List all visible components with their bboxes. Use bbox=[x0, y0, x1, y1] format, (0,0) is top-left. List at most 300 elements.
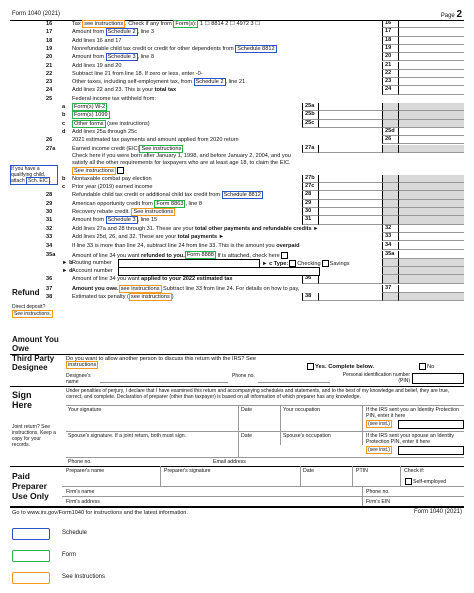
line-30-label: Recovery rebate credit. bbox=[72, 209, 132, 215]
subline-letter: b bbox=[62, 112, 66, 119]
eic-see-instructions[interactable]: See instructions bbox=[74, 168, 114, 175]
line-a-ref[interactable]: Form(s) W-2 bbox=[74, 104, 106, 110]
line-18-text bbox=[72, 38, 121, 44]
line-amount-shaded bbox=[398, 208, 464, 216]
line-17-post: , line 3 bbox=[137, 29, 155, 36]
designee-pin-input[interactable] bbox=[412, 373, 464, 384]
line-20-ref[interactable]: Schedule 3 bbox=[107, 54, 136, 61]
line-17-ref[interactable]: Schedule 2 bbox=[107, 29, 136, 36]
preparer-signature-label: Preparer's signature bbox=[164, 468, 211, 474]
line-16-text bbox=[72, 21, 260, 27]
line-31 bbox=[10, 216, 464, 224]
line-33-bold: total payments bbox=[177, 233, 218, 240]
line-amount-shaded bbox=[398, 200, 464, 208]
line-amount-input[interactable] bbox=[398, 78, 464, 86]
preparer-date-label: Date bbox=[303, 468, 314, 474]
designee-phone-label: Phone no. bbox=[232, 373, 255, 379]
line-amount-shaded bbox=[398, 293, 464, 301]
routing-label: Routing number bbox=[72, 259, 112, 266]
sign-here-title: Sign Here bbox=[12, 390, 33, 410]
line-24-bold: total tax bbox=[154, 87, 177, 94]
line-amount-input[interactable] bbox=[318, 175, 382, 183]
your-occupation-label: Your occupation bbox=[283, 407, 321, 413]
line-25 bbox=[10, 95, 464, 103]
line-24-text bbox=[72, 87, 176, 93]
line-d bbox=[10, 128, 464, 136]
line-23 bbox=[10, 78, 464, 86]
line-a-text bbox=[72, 104, 107, 110]
line-b-text bbox=[72, 112, 110, 118]
line-36 bbox=[10, 275, 464, 283]
line-amount-shaded bbox=[398, 216, 464, 224]
perjury-statement: Under penalties of perjury, I declare that I have examined this return and accompanying schedules and statements, and to the best of my knowledge and belief, they are true, correct, and complete. Declaration of preparer (other than taxpayer) is based on all information of which preparer has any knowledge. bbox=[66, 388, 450, 400]
legend-label-2: See Instructions bbox=[62, 574, 106, 580]
line-36-text bbox=[72, 276, 232, 282]
line-number: 24 bbox=[46, 87, 53, 94]
your-signature-input[interactable] bbox=[66, 413, 238, 429]
line-37 bbox=[10, 285, 464, 293]
firm-phone-label: Phone no. bbox=[366, 489, 390, 495]
line-27a-ref[interactable]: See instructions bbox=[141, 145, 182, 152]
ip-pin-see-inst[interactable]: (see inst.) bbox=[368, 421, 390, 427]
line-21 bbox=[10, 62, 464, 70]
preparer-name-label: Preparer's name bbox=[66, 468, 105, 474]
refund-title: Refund bbox=[12, 288, 40, 297]
line-c-label: Prior year (2019) earned income bbox=[72, 184, 153, 191]
ip-pin-input[interactable] bbox=[398, 420, 464, 429]
joint-return-note: Joint return? See instructions. Keep a copy for your records. bbox=[12, 424, 56, 448]
sig-hline bbox=[66, 431, 464, 432]
line-34-bold: overpaid bbox=[276, 243, 300, 250]
line-18-label: Add lines 16 and 17 bbox=[72, 37, 122, 44]
subline-letter: c bbox=[62, 120, 66, 127]
line-amount-input[interactable] bbox=[318, 103, 382, 111]
checking-checkbox[interactable] bbox=[289, 260, 296, 267]
line-36-bold: applied to your 2022 estimated tax bbox=[141, 276, 233, 283]
line-box-shaded bbox=[382, 103, 398, 111]
designee-pin-label: Personal identification number (PIN) bbox=[342, 372, 410, 384]
subline-letter: a bbox=[62, 104, 66, 110]
line-17-text bbox=[72, 29, 154, 35]
line-amount-input[interactable] bbox=[398, 136, 464, 144]
page-label: Page 2 bbox=[440, 9, 462, 20]
line-amount-input[interactable] bbox=[398, 62, 464, 70]
line-amount-input[interactable] bbox=[398, 225, 464, 233]
designee-phone-input[interactable] bbox=[258, 373, 330, 383]
sign-email-label: Email address bbox=[213, 459, 246, 465]
line-d-text bbox=[72, 129, 137, 135]
line-box-number: 25b bbox=[302, 111, 318, 119]
subline-letter: d bbox=[62, 128, 66, 135]
sch-eic-link[interactable]: Sch. EIC bbox=[28, 178, 48, 184]
line-number: 33 bbox=[46, 233, 53, 240]
line-number: 18 bbox=[46, 37, 53, 44]
legend-swatch-1 bbox=[12, 550, 50, 562]
line-amount-input[interactable] bbox=[318, 145, 382, 153]
line-box-number: 36 bbox=[302, 275, 318, 283]
line-box-number: 24 bbox=[382, 86, 398, 94]
eic-checkbox[interactable] bbox=[117, 167, 124, 174]
line-box-number: 34 bbox=[382, 242, 398, 250]
line-amount-input[interactable] bbox=[318, 275, 382, 283]
line-37-bold: Amount you owe. bbox=[72, 285, 119, 292]
footer-form-id: Form 1040 (2021) bbox=[413, 509, 462, 515]
line-number: 30 bbox=[46, 209, 53, 215]
line-box-number: 23 bbox=[382, 78, 398, 86]
box-shaded bbox=[382, 267, 398, 275]
preparer-vdiv-4 bbox=[400, 466, 401, 486]
line-35a-ref[interactable]: Form 8888 bbox=[186, 252, 214, 259]
line-amount-input[interactable] bbox=[398, 285, 464, 293]
line-amount-input[interactable] bbox=[318, 293, 382, 301]
line-c-text bbox=[72, 121, 150, 127]
arrow-icon: ► bbox=[311, 225, 319, 232]
line-23-post: , line 21 bbox=[225, 79, 246, 86]
line-34-label: If line 33 is more than line 24, subtract line 24 from line 33. This is the amount you bbox=[72, 243, 277, 250]
line-amount-shaded bbox=[398, 103, 464, 111]
line-31-label: Amount from bbox=[72, 217, 106, 224]
eic-paragraph bbox=[72, 153, 294, 176]
subline-letter: c bbox=[62, 184, 66, 191]
line-31-ref[interactable]: Schedule 3 bbox=[107, 217, 136, 224]
line-23-text bbox=[72, 79, 245, 85]
third-party-yes[interactable]: Yes. Complete below. bbox=[306, 363, 374, 370]
form-id: Form 1040 (2021) bbox=[12, 11, 61, 17]
line-box-shaded bbox=[382, 175, 398, 183]
checking-label: Checking bbox=[297, 260, 321, 267]
line-amount-shaded bbox=[398, 183, 464, 191]
line-22-label: Subtract line 21 from line 18. If zero or less, enter -0- bbox=[72, 70, 203, 77]
line-20-post: , line 8 bbox=[137, 54, 155, 61]
line-38-post: ) bbox=[171, 294, 174, 300]
line-24-label: Add lines 22 and 23. This is your bbox=[72, 87, 155, 94]
line-number: 32 bbox=[46, 225, 53, 232]
sig-divider-3 bbox=[362, 405, 363, 445]
preparer-hline-2 bbox=[62, 496, 464, 497]
spouse-date-label: Date bbox=[241, 433, 252, 439]
line-27a-text bbox=[72, 146, 183, 152]
line-35a-text bbox=[72, 252, 289, 259]
line-box-number: 17 bbox=[382, 28, 398, 36]
line-28 bbox=[10, 191, 464, 199]
line-29-label: American opportunity credit from bbox=[72, 200, 155, 207]
line-amount-input[interactable] bbox=[398, 128, 464, 136]
third-party-no[interactable]: No bbox=[418, 363, 434, 370]
line-box-number: 37 bbox=[382, 285, 398, 293]
eic-text: Check here if you were born after January 1, 1998, and before January 2, 2004, and you satisfy all the other requirements for taxpayers who are at least age 18, to claim the EIC. bbox=[72, 152, 291, 167]
line-16-label: Tax bbox=[72, 21, 83, 27]
third-party-title: Third Party Designee bbox=[12, 354, 55, 372]
box-shaded bbox=[382, 259, 398, 267]
line-amount-input[interactable] bbox=[318, 191, 382, 199]
line-34-text bbox=[72, 243, 300, 249]
routing-row bbox=[10, 259, 464, 267]
line-box-number: 22 bbox=[382, 70, 398, 78]
yes-checkbox[interactable] bbox=[307, 363, 314, 370]
firm-ein-label: Firm's EIN bbox=[366, 499, 391, 505]
line-number: 22 bbox=[46, 70, 53, 77]
line-38 bbox=[10, 293, 464, 301]
line-19 bbox=[10, 45, 464, 53]
line-box-shaded bbox=[382, 111, 398, 119]
line-19-text bbox=[72, 46, 277, 52]
third-party-question: Do you want to allow another person to discuss this return with the IRS? See instructions bbox=[66, 356, 256, 368]
line-box-number: 25d bbox=[382, 128, 398, 136]
direct-deposit-see-instructions[interactable]: See instructions. bbox=[14, 311, 51, 317]
line-35a-bold: refunded to you. bbox=[141, 252, 185, 259]
no-checkbox[interactable] bbox=[419, 363, 426, 370]
account-type-label: ► c Type: bbox=[262, 260, 289, 267]
refund-checkbox[interactable] bbox=[281, 252, 288, 259]
line-32-bold: total other payments and refundable credits bbox=[195, 225, 312, 232]
line-19-ref[interactable]: Schedule 8812 bbox=[237, 45, 275, 52]
line-22-text bbox=[72, 71, 203, 77]
legend-label-1: Form bbox=[62, 552, 76, 558]
sig-divider-2 bbox=[280, 405, 281, 445]
line-26 bbox=[10, 136, 464, 144]
line-32 bbox=[10, 225, 464, 233]
line-amount-input[interactable] bbox=[398, 233, 464, 241]
account-type bbox=[262, 260, 350, 267]
line-box-shaded bbox=[382, 208, 398, 216]
line-30-ref[interactable]: See instructions bbox=[133, 209, 174, 215]
line-20-label: Amount from bbox=[72, 54, 106, 61]
line-number: 37 bbox=[46, 285, 53, 292]
line-33-label: Add lines 25d, 26, and 32. These are your bbox=[72, 233, 178, 240]
ptin-label: PTIN bbox=[356, 468, 368, 474]
line-number: 20 bbox=[46, 54, 53, 61]
line-number: 21 bbox=[46, 62, 53, 69]
line-29 bbox=[10, 200, 464, 208]
line-amount-input[interactable] bbox=[398, 53, 464, 61]
line-box-number: 25a bbox=[302, 103, 318, 111]
line-32-text bbox=[72, 226, 319, 232]
line-box-number: 26 bbox=[382, 136, 398, 144]
savings-label: Savings bbox=[329, 260, 350, 267]
line-amount-shaded bbox=[398, 175, 464, 183]
line-box-shaded bbox=[382, 293, 398, 301]
line-33-text bbox=[72, 234, 224, 240]
line-16-ref2[interactable]: Form(s): bbox=[175, 21, 197, 27]
line-31-text bbox=[72, 217, 157, 223]
line-25-label: Federal income tax withheld from: bbox=[72, 95, 156, 102]
line-amount-shaded bbox=[398, 145, 464, 153]
line-number: 26 bbox=[46, 137, 53, 144]
line-c-ref[interactable]: Other forms bbox=[74, 120, 104, 127]
line-amount-input[interactable] bbox=[398, 45, 464, 53]
line-number: 27a bbox=[46, 145, 56, 152]
line-box-shaded bbox=[382, 183, 398, 191]
line-box-number: 28 bbox=[302, 191, 318, 199]
line-33 bbox=[10, 233, 464, 241]
line-box-number: 19 bbox=[382, 45, 398, 53]
third-party-divider bbox=[10, 354, 464, 355]
line-37-ref[interactable]: see instructions bbox=[120, 285, 160, 292]
line-16-mid: . Check if any from bbox=[125, 21, 174, 27]
line-30 bbox=[10, 208, 464, 216]
line-amount-input[interactable] bbox=[318, 120, 382, 128]
line-26-text bbox=[72, 137, 239, 143]
account-label: Account number bbox=[72, 268, 113, 275]
legend-swatch-0 bbox=[12, 528, 50, 540]
line-box-shaded bbox=[382, 275, 398, 283]
spouse-ip-pin-question: If the IRS sent your spouse an Identity Protection PIN, enter it here bbox=[366, 433, 454, 445]
line-amount-input[interactable] bbox=[398, 20, 464, 28]
account-arrow-icon: ► d bbox=[62, 268, 73, 275]
line-box-number: 16 bbox=[382, 20, 398, 28]
line-box-number: 25c bbox=[302, 120, 318, 128]
line-box-shaded bbox=[382, 145, 398, 153]
line-amount-shaded bbox=[398, 275, 464, 283]
self-employed-checkbox[interactable] bbox=[405, 478, 412, 485]
line-26-label: 2021 estimated tax payments and amount applied from 2020 return bbox=[72, 137, 239, 144]
line-17 bbox=[10, 28, 464, 36]
line-amount-input[interactable] bbox=[318, 183, 382, 191]
subline-letter: b bbox=[62, 175, 66, 182]
legend-swatch-2 bbox=[12, 572, 50, 584]
third-party-instructions-link[interactable]: instructions bbox=[68, 362, 97, 368]
line-number: 16 bbox=[46, 21, 53, 27]
line-box-number: 27c bbox=[302, 183, 318, 191]
line-31-post: , line 15 bbox=[137, 217, 158, 224]
ip-pin-question: If the IRS sent you an Identity Protection PIN, enter it here bbox=[366, 407, 459, 419]
line-27a-label: Earned income credit (EIC) bbox=[72, 145, 140, 152]
line-27a bbox=[10, 145, 464, 153]
spouse-ip-pin-see-inst[interactable]: (see inst.) bbox=[368, 447, 390, 453]
line-amount-shaded bbox=[398, 191, 464, 199]
line-c bbox=[10, 183, 464, 191]
line-number: 28 bbox=[46, 192, 53, 199]
line-16-post: 1 ☐ 8814 2 ☐ 4972 3 ☐ bbox=[198, 21, 261, 27]
line-29-ref[interactable]: Form 8863 bbox=[156, 200, 184, 207]
line-18 bbox=[10, 37, 464, 45]
line-38-label: Estimated tax penalty ( bbox=[72, 294, 129, 300]
paid-preparer-title: Paid Preparer Use Only bbox=[12, 471, 49, 501]
self-employed-check[interactable]: Self-employed bbox=[404, 478, 446, 485]
line-b-text bbox=[72, 176, 152, 182]
line-number: 29 bbox=[46, 200, 53, 207]
sig-hline-2 bbox=[66, 457, 464, 458]
spouse-ip-pin-input[interactable] bbox=[398, 446, 464, 455]
line-22 bbox=[10, 70, 464, 78]
line-amount-input[interactable] bbox=[398, 251, 464, 259]
line-amount-input[interactable] bbox=[318, 111, 382, 119]
line-amount-input[interactable] bbox=[398, 70, 464, 78]
line-box-number: 27a bbox=[302, 145, 318, 153]
line-number: 36 bbox=[46, 276, 53, 283]
line-17-label: Amount from bbox=[72, 29, 106, 36]
preparer-vdiv-5 bbox=[362, 486, 363, 506]
direct-deposit-note: Direct deposit? See instructions. bbox=[12, 304, 51, 317]
line-29-post: , line 8 bbox=[185, 200, 202, 207]
line-23-label: Other taxes, including self-employment tax, from bbox=[72, 79, 194, 86]
line-23-ref[interactable]: Schedule 2 bbox=[195, 79, 224, 86]
line-number: 25 bbox=[46, 95, 53, 102]
line-box-number: 31 bbox=[302, 216, 318, 224]
legend-label-0: Schedule bbox=[62, 530, 88, 536]
line-32-label: Add lines 27a and 28 through 31. These are your bbox=[72, 225, 196, 232]
line-36-label: Amount of line 34 you want bbox=[72, 276, 142, 283]
line-28-ref[interactable]: Schedule 8812 bbox=[223, 192, 261, 199]
line-amount-input[interactable] bbox=[398, 86, 464, 94]
line-amount-input[interactable] bbox=[318, 200, 382, 208]
line-amount-input[interactable] bbox=[318, 216, 382, 224]
tax-lines-section bbox=[10, 20, 464, 408]
sign-date-label: Date bbox=[241, 407, 252, 413]
spouse-signature-label: Spouse's signature. If a joint return, both must sign. bbox=[68, 433, 187, 439]
line-number: 17 bbox=[46, 29, 53, 36]
line-25-text bbox=[72, 96, 156, 102]
line-box-number: 18 bbox=[382, 37, 398, 45]
check-if-label: Check if: bbox=[404, 468, 425, 474]
line-number: 34 bbox=[46, 243, 53, 250]
line-amount-shaded bbox=[398, 111, 464, 119]
line-35a bbox=[10, 251, 464, 259]
line-box-number: 32 bbox=[382, 225, 398, 233]
line-24 bbox=[10, 86, 464, 94]
line-box-shaded bbox=[382, 200, 398, 208]
amount-you-owe-title: Amount You Owe bbox=[12, 335, 59, 353]
savings-checkbox[interactable] bbox=[322, 260, 329, 267]
line-b-label: Nontaxable combat pay election bbox=[72, 175, 152, 182]
line-34 bbox=[10, 242, 464, 250]
sign-phone-label: Phone no. bbox=[68, 459, 92, 465]
line-box-number: 35a bbox=[382, 251, 398, 259]
line-c bbox=[10, 120, 464, 128]
line-amount-input[interactable] bbox=[398, 242, 464, 250]
line-number: 19 bbox=[46, 45, 53, 52]
footer-divider bbox=[10, 506, 464, 508]
line-amount-input[interactable] bbox=[398, 37, 464, 45]
line-38-text bbox=[72, 294, 174, 300]
line-amount-input[interactable] bbox=[398, 28, 464, 36]
line-37-text bbox=[72, 286, 299, 292]
firm-address-label: Firm's address bbox=[66, 499, 100, 505]
line-box-number: 33 bbox=[382, 233, 398, 241]
line-20-text bbox=[72, 54, 154, 60]
line-amount-input[interactable] bbox=[318, 208, 382, 216]
your-signature-label: Your signature bbox=[68, 407, 102, 413]
line-a bbox=[10, 103, 464, 111]
line-number: 31 bbox=[46, 217, 53, 224]
line-box-number: 21 bbox=[382, 62, 398, 70]
amount-shaded bbox=[398, 259, 464, 267]
line-16 bbox=[10, 20, 464, 28]
line-number: 35a bbox=[46, 251, 56, 258]
line-c-post: (see instructions) bbox=[105, 120, 150, 127]
preparer-hline-1 bbox=[62, 486, 464, 487]
line-38-ref[interactable]: see instructions bbox=[130, 294, 170, 300]
line-b-ref[interactable]: Form(s) 1099 bbox=[74, 112, 108, 119]
designee-name-input[interactable] bbox=[100, 373, 228, 383]
line-37-mid: Subtract line 33 from line 24. For details on how to pay, bbox=[161, 285, 300, 292]
page-number: 2 bbox=[456, 9, 462, 20]
line-16-ref[interactable]: see instructions bbox=[84, 21, 124, 27]
line-c-text bbox=[72, 184, 153, 190]
preparer-vdiv-1 bbox=[160, 466, 161, 486]
line-28-text bbox=[72, 192, 263, 198]
line-number: 38 bbox=[46, 294, 53, 300]
preparer-vdiv-2 bbox=[300, 466, 301, 486]
line-28-label: Refundable child tax credit or additional child tax credit from bbox=[72, 192, 222, 199]
sign-divider bbox=[10, 386, 464, 387]
line-box-number: 27b bbox=[302, 175, 318, 183]
line-b bbox=[10, 175, 464, 183]
footer-instructions: Go to www.irs.gov/Form1040 for instructions and the latest information. bbox=[12, 510, 188, 516]
line-box-number: 30 bbox=[302, 208, 318, 216]
line-box-shaded bbox=[382, 120, 398, 128]
preparer-vdiv-3 bbox=[352, 466, 353, 486]
